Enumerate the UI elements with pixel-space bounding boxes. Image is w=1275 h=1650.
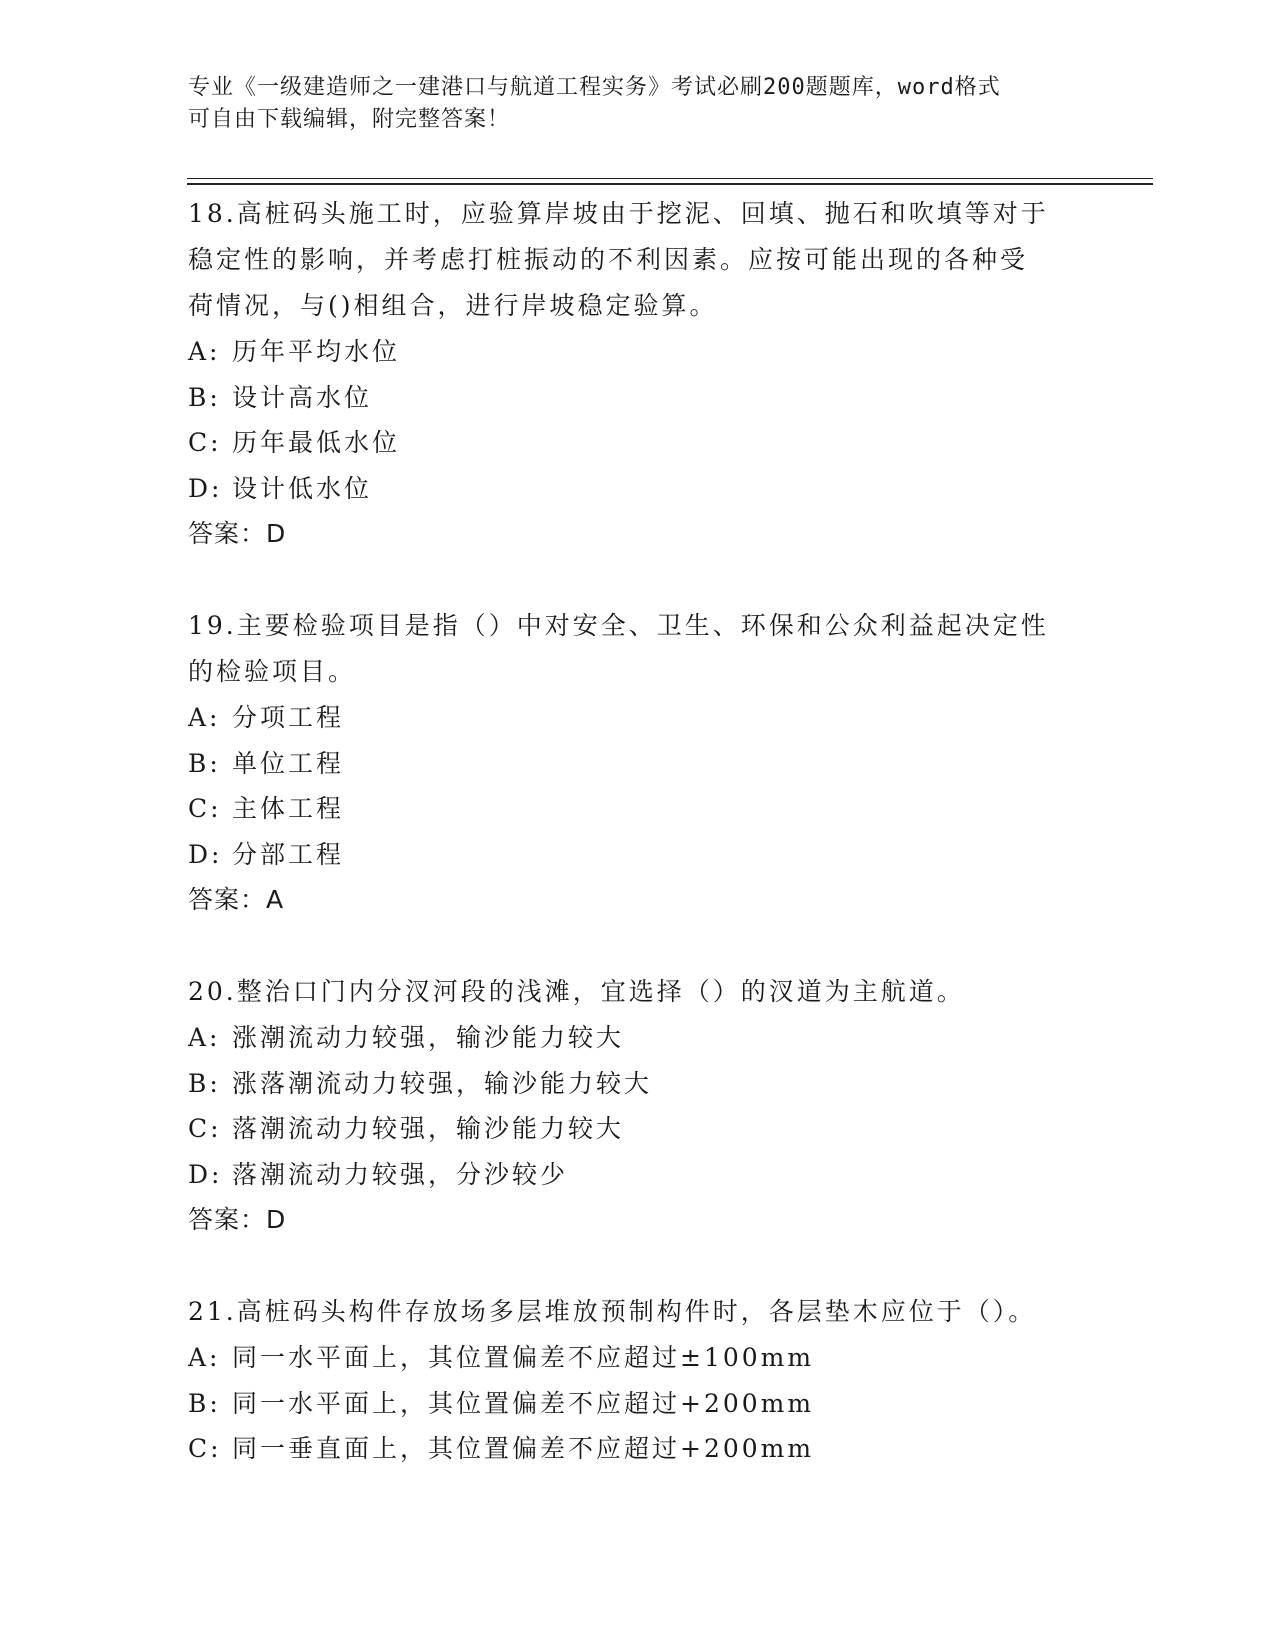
option-letter: A: bbox=[188, 1343, 221, 1372]
option-a bbox=[188, 329, 1088, 375]
question-stem bbox=[188, 603, 1088, 695]
stem-line: 20.整治口门内分汊河段的浅滩，宜选择（）的汊道为主航道。 bbox=[188, 977, 965, 1006]
question-spacer bbox=[188, 1243, 1088, 1289]
question-stem bbox=[188, 1289, 1088, 1335]
question-stem bbox=[188, 191, 1088, 329]
stem-line: 21.高桩码头构件存放场多层堆放预制构件时，各层垫木应位于（）。 bbox=[188, 1297, 1037, 1326]
question-18 bbox=[188, 191, 1088, 557]
option-text: 设计高水位 bbox=[232, 382, 373, 412]
question-20 bbox=[188, 969, 1088, 1243]
option-b bbox=[188, 375, 1088, 421]
option-text: 同一垂直面上，其位置偏差不应超过+200mm bbox=[232, 1434, 815, 1463]
option-text: 设计低水位 bbox=[232, 473, 373, 503]
stem-line: 荷情况，与()相组合，进行岸坡稳定验算。 bbox=[188, 291, 718, 320]
option-text: 同一水平面上，其位置偏差不应超过±100mm bbox=[232, 1343, 815, 1372]
option-text: 历年平均水位 bbox=[232, 337, 401, 366]
stem-line: 19.主要检验项目是指（）中对安全、卫生、环保和公众利益起决定性 bbox=[188, 611, 1049, 640]
option-letter: C: bbox=[188, 428, 222, 457]
option-a bbox=[188, 1015, 1088, 1061]
answer-label: 答案：D bbox=[188, 519, 287, 548]
option-c bbox=[188, 1426, 1088, 1472]
option-text: 同一水平面上，其位置偏差不应超过+200mm bbox=[232, 1388, 815, 1418]
option-letter: A: bbox=[188, 1023, 221, 1052]
option-text: 分项工程 bbox=[232, 703, 345, 732]
header-line-2: 可自由下载编辑，附完整答案！ bbox=[188, 107, 511, 132]
option-letter: D: bbox=[188, 839, 223, 869]
option-letter: D: bbox=[188, 473, 223, 503]
header-divider-thin bbox=[187, 178, 1153, 179]
option-a bbox=[188, 1335, 1088, 1381]
answer-label: 答案：D bbox=[188, 1205, 287, 1234]
option-text: 分部工程 bbox=[232, 839, 345, 869]
document-header bbox=[188, 72, 1088, 136]
answer-label: 答案：A bbox=[188, 885, 285, 914]
option-letter: A: bbox=[188, 703, 221, 732]
option-b bbox=[188, 741, 1088, 787]
option-letter: D: bbox=[188, 1159, 223, 1189]
option-letter: C: bbox=[188, 794, 222, 823]
option-c bbox=[188, 1106, 1088, 1152]
stem-line: 18.高桩码头施工时，应验算岸坡由于挖泥、回填、抛石和吹填等对于 bbox=[188, 199, 1049, 228]
option-letter: B: bbox=[188, 382, 221, 412]
option-letter: B: bbox=[188, 1388, 221, 1418]
option-letter: A: bbox=[188, 337, 221, 366]
question-spacer bbox=[188, 923, 1088, 969]
option-b bbox=[188, 1381, 1088, 1427]
question-spacer bbox=[188, 557, 1088, 603]
option-c bbox=[188, 420, 1088, 466]
header-divider-thick bbox=[187, 183, 1153, 185]
question-stem bbox=[188, 969, 1088, 1015]
option-letter: B: bbox=[188, 748, 221, 778]
option-text: 涨落潮流动力较强，输沙能力较大 bbox=[232, 1068, 653, 1098]
option-letter: B: bbox=[188, 1068, 221, 1098]
option-letter: C: bbox=[188, 1434, 222, 1463]
option-a bbox=[188, 695, 1088, 741]
question-21 bbox=[188, 1289, 1088, 1472]
option-text: 主体工程 bbox=[232, 794, 345, 823]
option-b bbox=[188, 1061, 1088, 1107]
option-text: 单位工程 bbox=[232, 748, 345, 778]
option-text: 涨潮流动力较强，输沙能力较大 bbox=[232, 1023, 625, 1052]
option-d bbox=[188, 832, 1088, 878]
stem-line: 的检验项目。 bbox=[188, 657, 357, 686]
option-text: 落潮流动力较强，输沙能力较大 bbox=[232, 1114, 625, 1143]
option-letter: C: bbox=[188, 1114, 222, 1143]
option-d bbox=[188, 466, 1088, 512]
question-list bbox=[188, 191, 1088, 1472]
option-text: 落潮流动力较强，分沙较少 bbox=[232, 1159, 569, 1189]
option-c bbox=[188, 786, 1088, 832]
header-line-1: 专业《一级建造师之一建港口与航道工程实务》考试必刷200题题库，word格式 bbox=[188, 75, 1001, 100]
question-19 bbox=[188, 603, 1088, 923]
stem-line: 稳定性的影响，并考虑打桩振动的不利因素。应按可能出现的各种受 bbox=[188, 245, 1029, 274]
option-d bbox=[188, 1152, 1088, 1198]
option-text: 历年最低水位 bbox=[232, 428, 401, 457]
